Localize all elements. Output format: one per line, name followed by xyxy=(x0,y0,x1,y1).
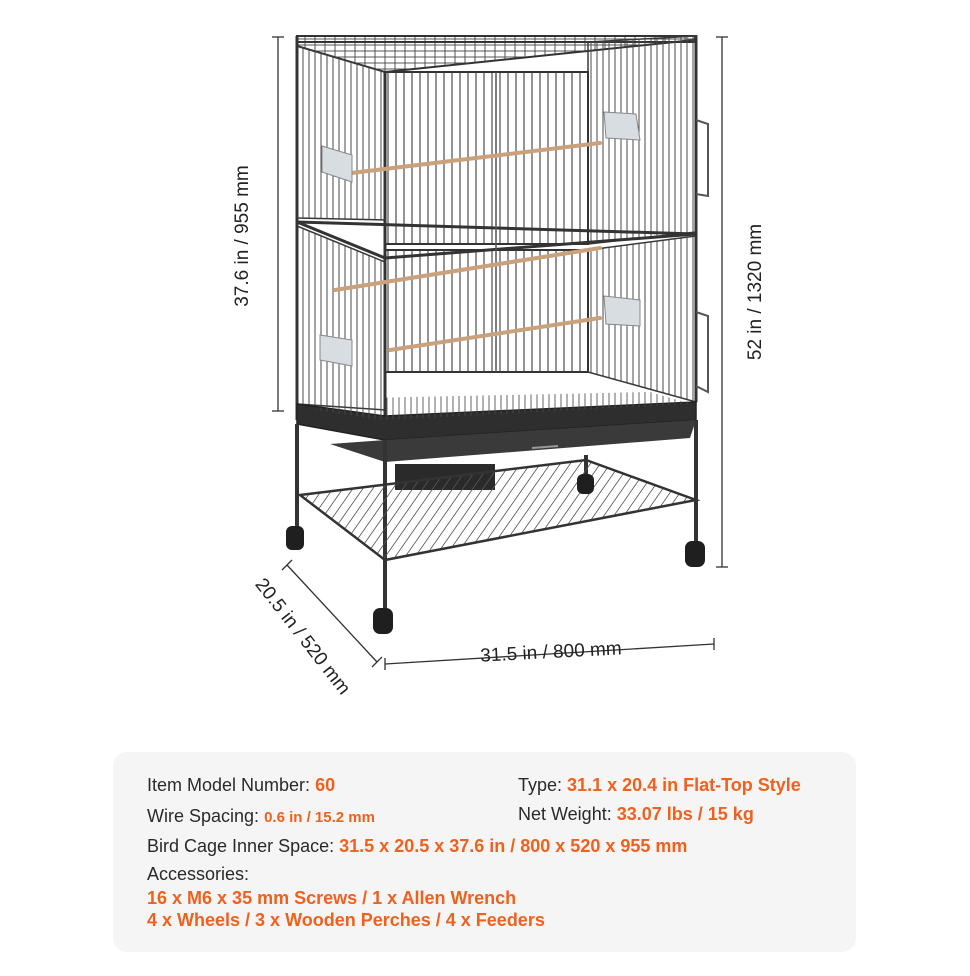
spec-wire xyxy=(147,806,375,827)
spec-type-label: Type: xyxy=(518,775,563,795)
spec-type xyxy=(518,775,801,796)
spec-accessories-label: Accessories: xyxy=(147,864,250,884)
spec-model xyxy=(147,775,335,796)
spec-inner-space xyxy=(147,836,687,857)
total-height-dimension-label: 52 in / 1320 mm xyxy=(745,223,766,361)
spec-weight-value: 33.07 lbs / 15 kg xyxy=(616,804,754,824)
spec-type-value: 31.1 x 20.4 in Flat-Top Style xyxy=(567,775,801,795)
spec-inner-value: 31.5 x 20.5 x 37.6 in / 800 x 520 x 955 mm xyxy=(339,836,688,856)
spec-wire-value: 0.6 in / 15.2 mm xyxy=(264,809,375,826)
spec-accessories-line-2: 4 x Wheels / 3 x Wooden Perches / 4 x Feeders xyxy=(147,910,545,930)
bird-cage-illustration xyxy=(286,36,708,634)
depth-dimension-label: 20.5 in / 520 mm xyxy=(250,574,355,699)
spec-accessories-line-1: 16 x M6 x 35 mm Screws / 1 x Allen Wrench xyxy=(147,888,517,908)
spec-model-label: Item Model Number: xyxy=(147,775,311,795)
width-dimension-label: 31.5 in / 800 mm xyxy=(479,638,623,667)
spec-inner-label: Bird Cage Inner Space: xyxy=(147,836,335,856)
inner-height-dimension-label: 37.6 in / 955 mm xyxy=(232,165,253,307)
spec-weight-label: Net Weight: xyxy=(518,804,612,824)
spec-wire-label: Wire Spacing: xyxy=(147,806,260,826)
spec-model-value: 60 xyxy=(315,775,336,795)
spec-weight xyxy=(518,804,754,825)
specifications-panel xyxy=(113,752,856,952)
